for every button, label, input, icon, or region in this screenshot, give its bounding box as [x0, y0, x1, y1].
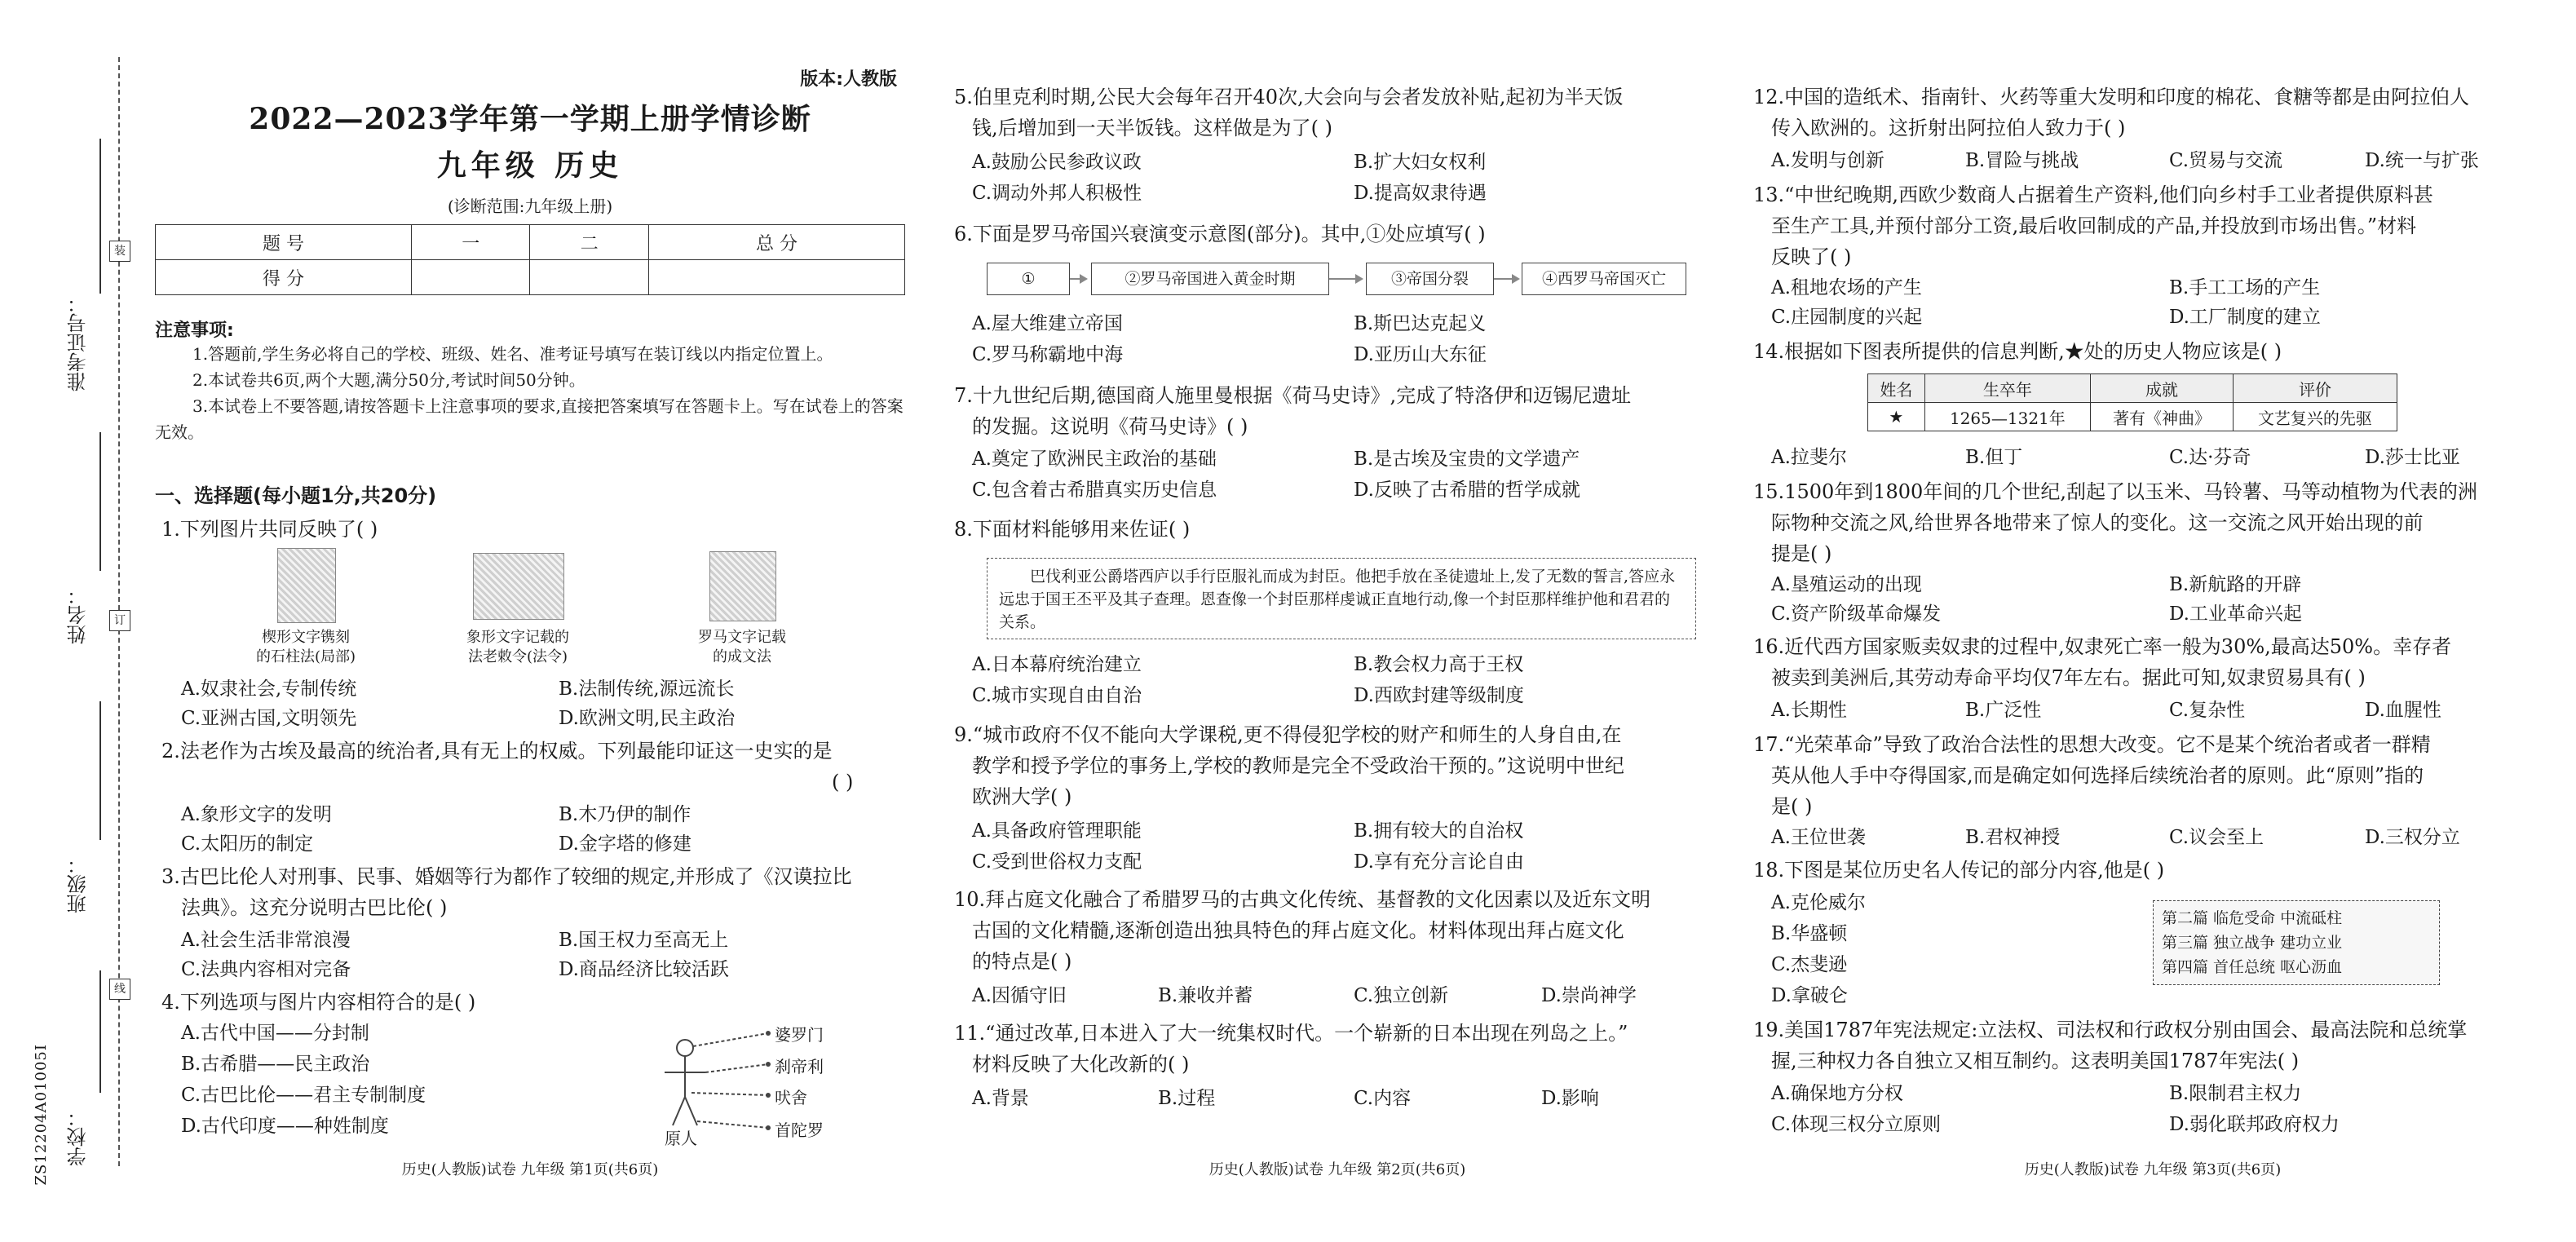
score-head-2: 一 — [412, 225, 530, 260]
name-label: 姓名： — [67, 586, 90, 644]
footer-page-2: 历史(人教版)试卷 九年级 第2页(共6页) — [1208, 1161, 1466, 1178]
flow-step-2: ②罗马帝国进入黄金时期 — [1091, 263, 1329, 295]
q9-stem-2: 教学和授予学位的事务上,学校的教师是完全不受政治干预的。”这说明中世纪 — [972, 754, 1624, 777]
flow-arrow-3 — [1494, 278, 1518, 280]
q8-stem: 8.下面材料能够用来佐证( ) — [954, 518, 1191, 541]
q17-stem-2: 英从他人手中夺得国家,而是确定如何选择后续统治者的原则。此“原则”指的 — [1771, 764, 2424, 787]
bio-line-3: 第四篇 首任总统 呕心沥血 — [2162, 958, 2343, 976]
school-line[interactable] — [99, 970, 101, 1093]
score-row-label: 得 分 — [156, 260, 412, 295]
q14-head-name: 姓名 — [1868, 374, 1925, 403]
bio-line-2: 第三篇 独立战争 建功立业 — [2162, 934, 2343, 952]
q13-option-c[interactable]: C.庄园制度的兴起 — [1771, 307, 1923, 328]
q17-stem-1: 17.“光荣革命”导致了政治合法性的思想大改变。它不是某个统治者或者一群精 — [1753, 733, 2431, 756]
q17-option-b[interactable]: B.君权神授 — [1965, 827, 2061, 848]
papyrus-image — [473, 553, 564, 620]
q18-stem: 18.下图是某位历史名人传记的部分内容,他是( ) — [1753, 859, 2165, 882]
q15-option-c[interactable]: C.资产阶级革命爆发 — [1771, 603, 1942, 625]
q15-stem-3: 提是( ) — [1771, 542, 1832, 565]
q13-option-d[interactable]: D.工厂制度的建立 — [2169, 307, 2321, 328]
notice-title: 注意事项: — [155, 320, 234, 341]
q11-option-b[interactable]: B.过程 — [1158, 1088, 1216, 1109]
q10-stem-2: 古国的文化精髓,逐渐创造出独具特色的拜占庭文化。材料体现出拜占庭文化 — [972, 919, 1624, 942]
q12-option-a[interactable]: A.发明与创新 — [1771, 150, 1885, 171]
score-cell-total[interactable] — [648, 260, 904, 295]
q16-stem-1: 16.近代西方国家贩卖奴隶的过程中,奴隶死亡率一般为30%,最高达50%。幸存者 — [1753, 635, 2452, 658]
q3-option-a[interactable]: A.社会生活非常浪漫 — [181, 930, 351, 951]
q5-option-c[interactable]: C.调动外邦人积极性 — [972, 183, 1142, 204]
q9-option-c[interactable]: C.受到世俗权力支配 — [972, 851, 1142, 873]
q7-option-d[interactable]: D.反映了古希腊的哲学成就 — [1354, 480, 1580, 501]
q18-option-d[interactable]: D.拿破仑 — [1771, 985, 1848, 1006]
q16-option-b[interactable]: B.广泛性 — [1965, 700, 2042, 721]
q14-cell-star: ★ — [1868, 403, 1925, 431]
q16-option-a[interactable]: A.长期性 — [1771, 700, 1847, 721]
q6-option-a[interactable]: A.屋大维建立帝国 — [972, 313, 1123, 334]
q15-option-a[interactable]: A.垦殖运动的出现 — [1771, 574, 1922, 595]
binding-strip — [0, 0, 147, 1242]
q4-option-b[interactable]: B.古希腊——民主政治 — [181, 1054, 370, 1075]
q1-stem: 1.下列图片共同反映了( ) — [161, 518, 378, 541]
q5-option-b[interactable]: B.扩大妇女权利 — [1354, 152, 1487, 173]
q4-option-c[interactable]: C.古巴比伦——君主专制制度 — [181, 1085, 426, 1106]
q14-cell-evaluation: 文艺复兴的先驱 — [2233, 403, 2397, 431]
roman-law-image — [709, 551, 776, 621]
q12-option-b[interactable]: B.冒险与挑战 — [1965, 150, 2079, 171]
q6-stem: 6.下面是罗马帝国兴衰演变示意图(部分)。其中,①处应填写( ) — [954, 223, 1486, 245]
q8-option-a[interactable]: A.日本幕府统治建立 — [972, 654, 1142, 675]
q13-stem-1: 13.“中世纪晚期,西欧少数商人占据着生产资料,他们向乡村手工业者提供原料甚 — [1753, 183, 2433, 206]
q19-option-d[interactable]: D.弱化联邦政府权力 — [2169, 1114, 2340, 1135]
q17-stem-3: 是( ) — [1771, 795, 1813, 818]
q12-stem-1: 12.中国的造纸术、指南针、火药等重大发明和印度的棉花、食糖等都是由阿拉伯人 — [1753, 86, 2470, 108]
caption-2: 象形文字记载的 法老敕令(法令) — [466, 629, 569, 665]
q15-option-b[interactable]: B.新航路的开辟 — [2169, 574, 2302, 595]
q9-option-d[interactable]: D.享有充分言论自由 — [1354, 851, 1524, 873]
q14-head-evaluation: 评价 — [2233, 374, 2397, 403]
q3-option-c[interactable]: C.法典内容相对完备 — [181, 959, 351, 980]
q1-option-c[interactable]: C.亚洲古国,文明领先 — [181, 708, 357, 729]
q3-stem-1: 3.古巴比伦人对刑事、民事、婚姻等行为都作了较细的规定,并形成了《汉谟拉比 — [161, 865, 852, 888]
q18-bio-box — [2153, 900, 2440, 985]
score-table — [155, 224, 905, 295]
q8-option-c[interactable]: C.城市实现自由自治 — [972, 685, 1142, 706]
q15-option-d[interactable]: D.工业革命兴起 — [2169, 603, 2302, 625]
q6-option-b[interactable]: B.斯巴达克起义 — [1354, 313, 1487, 334]
q16-stem-2: 被卖到美洲后,其劳动寿命平均仅7年左右。据此可知,奴隶贸易具有( ) — [1771, 666, 2366, 689]
q14-head-years: 生卒年 — [1924, 374, 2090, 403]
binding-mark-3: 线 — [109, 979, 130, 1000]
notice-item-2: 2.本试卷共6页,两个大题,满分50分,考试时间50分钟。 — [192, 370, 585, 390]
edition-label: 版本:人教版 — [800, 69, 897, 90]
exam-number-line[interactable] — [99, 139, 101, 294]
q2-option-a[interactable]: A.象形文字的发明 — [181, 804, 332, 825]
q5-option-d[interactable]: D.提高奴隶待遇 — [1354, 183, 1487, 204]
q17-option-c[interactable]: C.议会至上 — [2169, 827, 2264, 848]
q3-option-b[interactable]: B.国王权力至高无上 — [559, 930, 729, 951]
binding-mark-2: 订 — [109, 610, 130, 631]
binding-mark-1: 装 — [109, 241, 130, 262]
q10-option-b[interactable]: B.兼收并蓄 — [1158, 985, 1253, 1006]
q7-stem-1: 7.十九世纪后期,德国商人施里曼根据《荷马史诗》,完成了特洛伊和迈锡尼遗址 — [954, 384, 1632, 407]
flow-step-1: ① — [987, 263, 1070, 295]
q1-option-a[interactable]: A.奴隶社会,专制传统 — [181, 678, 357, 700]
q19-stem-2: 握,三种权力各自独立又相互制约。这表明美国1787年宪法( ) — [1771, 1050, 2300, 1072]
q19-option-a[interactable]: A.确保地方分权 — [1771, 1083, 1903, 1104]
score-head-3: 二 — [530, 225, 648, 260]
q4-stem: 4.下列选项与图片内容相符合的是( ) — [161, 991, 476, 1014]
q10-stem-1: 10.拜占庭文化融合了希腊罗马的古典文化传统、基督教的文化因素以及近东文明 — [954, 888, 1651, 911]
q5-stem-2: 钱,后增加到一天半饭钱。这样做是为了( ) — [972, 117, 1332, 139]
flow-step-3: ③帝国分裂 — [1366, 263, 1494, 295]
q9-option-a[interactable]: A.具备政府管理职能 — [972, 820, 1142, 842]
q15-stem-2: 际物种交流之风,给世界各地带来了惊人的变化。这一交流之风开始出现的前 — [1771, 511, 2424, 534]
q6-option-c[interactable]: C.罗马称霸地中海 — [972, 344, 1124, 365]
section-title: 一、选择题(每小题1分,共20分) — [155, 484, 437, 507]
q9-option-b[interactable]: B.拥有较大的自治权 — [1354, 820, 1524, 842]
q8-option-d[interactable]: D.西欧封建等级制度 — [1354, 685, 1524, 706]
q7-stem-2: 的发掘。这说明《荷马史诗》( ) — [972, 415, 1248, 438]
school-label: 学校： — [67, 1107, 90, 1166]
q14-head-achievement: 成就 — [2091, 374, 2234, 403]
q2-paren: ( ) — [832, 771, 854, 793]
q11-stem-1: 11.“通过改革,日本进入了大一统集权时代。一个崭新的日本出现在列岛之上。” — [954, 1022, 1628, 1045]
q19-stem-1: 19.美国1787年宪法规定:立法权、司法权和行政权分别由国会、最高法院和总统掌 — [1753, 1019, 2468, 1041]
q5-option-a[interactable]: A.鼓励公民参政议政 — [972, 152, 1142, 173]
q14-option-a[interactable]: A.拉斐尔 — [1771, 447, 1847, 468]
q2-option-c[interactable]: C.太阳历的制定 — [181, 833, 314, 855]
flow-step-4: ④西罗马帝国灭亡 — [1522, 263, 1686, 295]
q13-stem-2: 至生产工具,并预付部分工资,最后收回制成的产品,并投放到市场出售。”材料 — [1771, 214, 2417, 237]
exam-number-label: 准考证号： — [67, 294, 90, 391]
q11-option-c[interactable]: C.内容 — [1354, 1088, 1412, 1109]
q14-option-d[interactable]: D.莎士比亚 — [2365, 447, 2460, 468]
score-cell-2[interactable] — [530, 260, 648, 295]
footer-page-1: 历史(人教版)试卷 九年级 第1页(共6页) — [401, 1161, 659, 1178]
q12-option-c[interactable]: C.贸易与交流 — [2169, 150, 2283, 171]
q6-option-d[interactable]: D.亚历山大东征 — [1354, 344, 1487, 365]
exam-subtitle: 九年级 历史 — [436, 149, 624, 183]
score-head-4: 总 分 — [648, 225, 904, 260]
exam-scope: (诊断范围:九年级上册) — [447, 197, 613, 216]
notice-item-3: 3.本试卷上不要答题,请按答题卡上注意事项的要求,直接把答案填写在答题卡上。写在试卷上的答案无效。 — [155, 396, 904, 442]
q4-option-a[interactable]: A.古代中国——分封制 — [181, 1023, 369, 1044]
name-line[interactable] — [99, 432, 101, 571]
q2-option-d[interactable]: D.金字塔的修建 — [559, 833, 691, 855]
q1-option-d[interactable]: D.欧洲文明,民主政治 — [559, 708, 736, 729]
q10-option-a[interactable]: A.因循守旧 — [972, 985, 1067, 1006]
q18-option-c[interactable]: C.杰斐逊 — [1771, 954, 1848, 975]
paper-code: ZS12204A01005I — [33, 1044, 50, 1186]
q9-stem-3: 欧洲大学( ) — [972, 785, 1072, 808]
q10-option-c[interactable]: C.独立创新 — [1354, 985, 1449, 1006]
page-2 — [954, 0, 1721, 1242]
q12-stem-2: 传入欧洲的。这折射出阿拉伯人致力于( ) — [1771, 117, 2126, 139]
flow-arrow-2 — [1329, 278, 1362, 280]
caption-1: 楔形文字镌刻 的石柱法(局部) — [255, 629, 356, 665]
q15-stem-1: 15.1500年到1800年间的几个世纪,刮起了以玉米、马铃薯、马等动植物为代表的洲 — [1753, 480, 2477, 503]
q5-stem-1: 5.伯里克利时期,公民大会每年召开40次,大会向与会者发放补贴,起初为半天饭 — [954, 86, 1624, 108]
q11-option-d[interactable]: D.影响 — [1541, 1088, 1599, 1109]
q3-stem-2: 法典》。这充分说明古巴比伦( ) — [181, 896, 448, 919]
caption-3: 罗马文字记载 的成文法 — [698, 629, 786, 665]
q10-option-d[interactable]: D.崇尚神学 — [1541, 985, 1637, 1006]
page-1 — [147, 0, 913, 1242]
q18-option-b[interactable]: B.华盛顿 — [1771, 923, 1848, 944]
q12-option-d[interactable]: D.统一与扩张 — [2365, 150, 2479, 171]
q14-cell-years: 1265—1321年 — [1924, 403, 2090, 431]
q11-stem-2: 材料反映了大化改新的( ) — [972, 1053, 1190, 1076]
caste-kshatriya: 刹帝利 — [775, 1057, 824, 1076]
q9-stem-1: 9.“城市政府不仅不能向大学课税,更不得侵犯学校的财产和师生的人身自由,在 — [954, 723, 1622, 746]
exam-title: 2022—2023学年第一学期上册学情诊断 — [249, 102, 811, 136]
q7-option-b[interactable]: B.是古埃及宝贵的文学遗产 — [1354, 449, 1580, 470]
page-3 — [1753, 0, 2552, 1242]
q7-option-a[interactable]: A.奠定了欧洲民主政治的基础 — [972, 449, 1217, 470]
q13-option-b[interactable]: B.手工工场的产生 — [2169, 277, 2321, 298]
score-head-1: 题 号 — [156, 225, 412, 260]
q19-option-c[interactable]: C.体现三权分立原则 — [1771, 1114, 1942, 1135]
q18-option-a[interactable]: A.克伦威尔 — [1771, 892, 1866, 913]
q14-cell-achievement: 著有《神曲》 — [2091, 403, 2234, 431]
q3-option-d[interactable]: D.商品经济比较活跃 — [559, 959, 729, 980]
q16-option-d[interactable]: D.血腥性 — [2365, 700, 2441, 721]
class-line[interactable] — [99, 701, 101, 840]
q14-option-b[interactable]: B.但丁 — [1965, 447, 2023, 468]
q17-option-a[interactable]: A.王位世袭 — [1771, 827, 1866, 848]
caste-brahmin: 婆罗门 — [775, 1025, 824, 1045]
caste-vaishya: 吠舍 — [775, 1088, 807, 1107]
notice-item-1: 1.答题前,学生务必将自己的学校、班级、姓名、准考证号填写在装订线以内指定位置上。 — [192, 344, 833, 364]
caste-shudra: 首陀罗 — [775, 1120, 824, 1140]
q8-option-b[interactable]: B.教会权力高于王权 — [1354, 654, 1524, 675]
q10-stem-3: 的特点是( ) — [972, 950, 1072, 973]
q19-option-b[interactable]: B.限制君主权力 — [2169, 1083, 2302, 1104]
q13-option-a[interactable]: A.租地农场的产生 — [1771, 277, 1922, 298]
primal-man-label: 原人 — [665, 1129, 697, 1148]
q2-option-b[interactable]: B.木乃伊的制作 — [559, 804, 691, 825]
bio-line-1: 第二篇 临危受命 中流砥柱 — [2162, 909, 2343, 927]
q14-table — [1867, 373, 2397, 431]
flow-arrow-1 — [1070, 278, 1086, 280]
stele-image — [277, 548, 336, 623]
class-label: 班级： — [67, 855, 90, 913]
q4-option-d[interactable]: D.古代印度——种姓制度 — [181, 1116, 389, 1137]
q14-option-c[interactable]: C.达·芬奇 — [2169, 447, 2251, 468]
q16-option-c[interactable]: C.复杂性 — [2169, 700, 2246, 721]
q14-stem: 14.根据如下图表所提供的信息判断,★处的历史人物应该是( ) — [1753, 340, 2282, 363]
q13-stem-3: 反映了( ) — [1771, 245, 1852, 268]
q2-stem: 2.法老作为古埃及最高的统治者,具有无上的权威。下列最能印证这一史实的是 — [161, 740, 833, 762]
q17-option-d[interactable]: D.三权分立 — [2365, 827, 2460, 848]
q8-material: 巴伐利亚公爵塔西庐以手行臣服礼而成为封臣。他把手放在圣徒遗址上,发了无数的誓言,答应永远忠于国王丕平及其子查理。恩查像一个封臣那样虔诚正直地行动,像一个封臣那样维护他和君君的关系。 — [987, 558, 1696, 639]
score-cell-1[interactable] — [412, 260, 530, 295]
footer-page-3: 历史(人教版)试卷 九年级 第3页(共6页) — [2024, 1161, 2282, 1178]
q1-option-b[interactable]: B.法制传统,源远流长 — [559, 678, 735, 700]
q11-option-a[interactable]: A.背景 — [972, 1088, 1029, 1109]
q7-option-c[interactable]: C.包含着古希腊真实历史信息 — [972, 480, 1217, 501]
